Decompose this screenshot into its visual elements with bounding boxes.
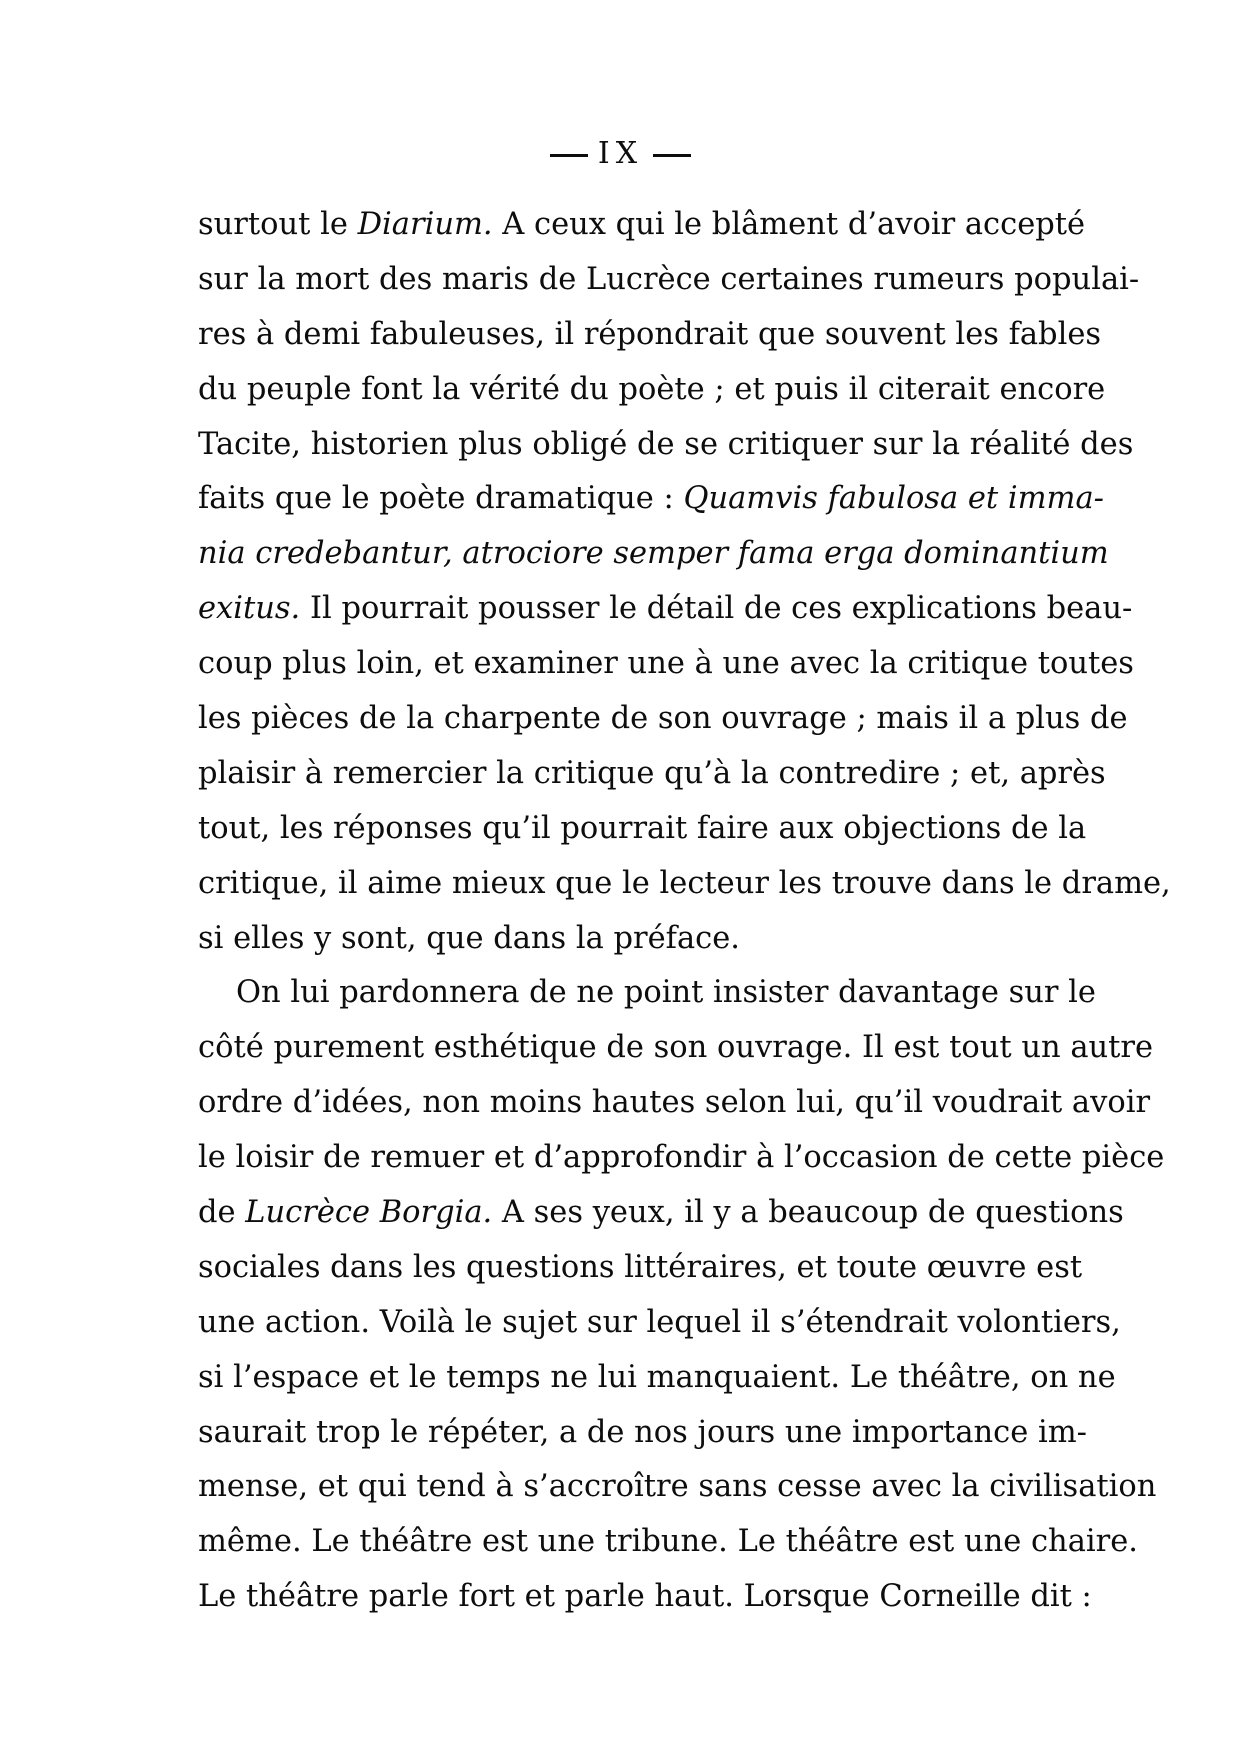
text-line bbox=[198, 363, 1106, 418]
text-segment: saurait trop le répéter, a de nos jours une importance im- bbox=[198, 1414, 1087, 1450]
text-segment: Il pourrait pousser le détail de ces explications beau- bbox=[300, 591, 1133, 627]
italic-text: Diarium. bbox=[357, 207, 493, 242]
text-segment: coup plus loin, et examiner une à une avec la critique toutes bbox=[198, 646, 1134, 682]
text-segment: Le théâtre parle fort et parle haut. Lorsque Corneille dit : bbox=[198, 1579, 1092, 1615]
text-segment: même. Le théâtre est une tribune. Le théâtre est une chaire. bbox=[198, 1524, 1138, 1560]
text-segment: le loisir de remuer et d’approfondir à l’occasion de cette pièce bbox=[198, 1140, 1165, 1176]
text-segment: surtout le bbox=[198, 207, 358, 242]
page-number: IX bbox=[597, 136, 644, 171]
text-segment: ordre d’idées, non moins hautes selon lui, qu’il voudrait avoir bbox=[198, 1085, 1151, 1121]
text-line bbox=[198, 1406, 1087, 1461]
text-line bbox=[198, 418, 1134, 473]
text-segment: sur la mort des maris de Lucrèce certaines rumeurs populai- bbox=[198, 261, 1140, 297]
text-segment: une action. Voilà le sujet sur lequel il s’étendrait volontiers, bbox=[198, 1304, 1121, 1340]
text-line bbox=[198, 1131, 1165, 1186]
text-line bbox=[198, 1296, 1121, 1351]
text-line bbox=[198, 1076, 1151, 1131]
text-segment: tout, les réponses qu’il pourrait faire aux objections de la bbox=[198, 810, 1087, 846]
text-segment: sociales dans les questions littéraires, et toute œuvre est bbox=[198, 1249, 1083, 1285]
text-line bbox=[198, 582, 1133, 637]
text-line bbox=[198, 912, 1040, 967]
text-line bbox=[198, 637, 1134, 692]
text-segment: A ceux qui le blâment d’avoir accepté bbox=[492, 207, 1086, 242]
text-segment: les pièces de la charpente de son ouvrage ; mais il a plus de bbox=[198, 701, 1128, 737]
text-segment: du peuple font la vérité du poète ; et puis il citerait encore bbox=[198, 371, 1106, 407]
text-segment: A ses yeux, il y a beaucoup de questions bbox=[492, 1195, 1124, 1231]
text-line bbox=[198, 966, 1096, 1021]
text-line bbox=[198, 1515, 1138, 1570]
text-line bbox=[198, 1241, 1083, 1296]
text-segment: plaisir à remercier la critique qu’à la contredire ; et, après bbox=[198, 755, 1106, 791]
italic-text: Quamvis fabulosa et imma- bbox=[683, 481, 1104, 517]
text-line bbox=[198, 747, 1106, 802]
text-segment: faits que le poète dramatique : bbox=[198, 481, 684, 517]
text-segment: de bbox=[198, 1195, 246, 1231]
italic-text: Lucrèce Borgia. bbox=[245, 1195, 493, 1231]
text-line bbox=[198, 308, 1102, 363]
text-segment: mense, et qui tend à s’accroître sans cesse avec la civilisation bbox=[198, 1469, 1157, 1505]
text-line bbox=[198, 198, 1086, 253]
text-line bbox=[198, 1570, 1092, 1625]
text-segment: si elles y sont, que dans la préface. bbox=[198, 920, 740, 956]
text-segment: res à demi fabuleuses, il répondrait que souvent les fables bbox=[198, 316, 1102, 352]
text-line bbox=[198, 472, 1104, 527]
text-line bbox=[198, 1186, 1124, 1241]
text-line bbox=[198, 1460, 1157, 1515]
header-dash-left bbox=[550, 154, 588, 157]
text-segment: critique, il aime mieux que le lecteur les trouve dans le drame, bbox=[198, 865, 1171, 901]
text-segment: côté purement esthétique de son ouvrage. Il est tout un autre bbox=[198, 1030, 1154, 1066]
text-segment: si l’espace et le temps ne lui manquaient. Le théâtre, on ne bbox=[198, 1359, 1116, 1395]
body-text bbox=[198, 198, 1171, 1625]
text-line bbox=[198, 527, 1109, 582]
text-line bbox=[198, 1021, 1154, 1076]
text-line bbox=[198, 253, 1140, 308]
italic-text: nia credebantur, atrociore semper fama erga dominantium bbox=[198, 536, 1109, 572]
text-line bbox=[198, 692, 1128, 747]
italic-text: exitus. bbox=[198, 591, 301, 627]
text-segment: Tacite, historien plus obligé de se critiquer sur la réalité des bbox=[198, 426, 1134, 462]
text-segment: On lui pardonnera de ne point insister davantage sur le bbox=[236, 975, 1096, 1011]
page-header bbox=[0, 136, 1241, 171]
text-line bbox=[198, 802, 1087, 857]
header-dash-right bbox=[653, 154, 691, 157]
text-line bbox=[198, 1351, 1116, 1406]
text-line bbox=[198, 857, 1171, 912]
